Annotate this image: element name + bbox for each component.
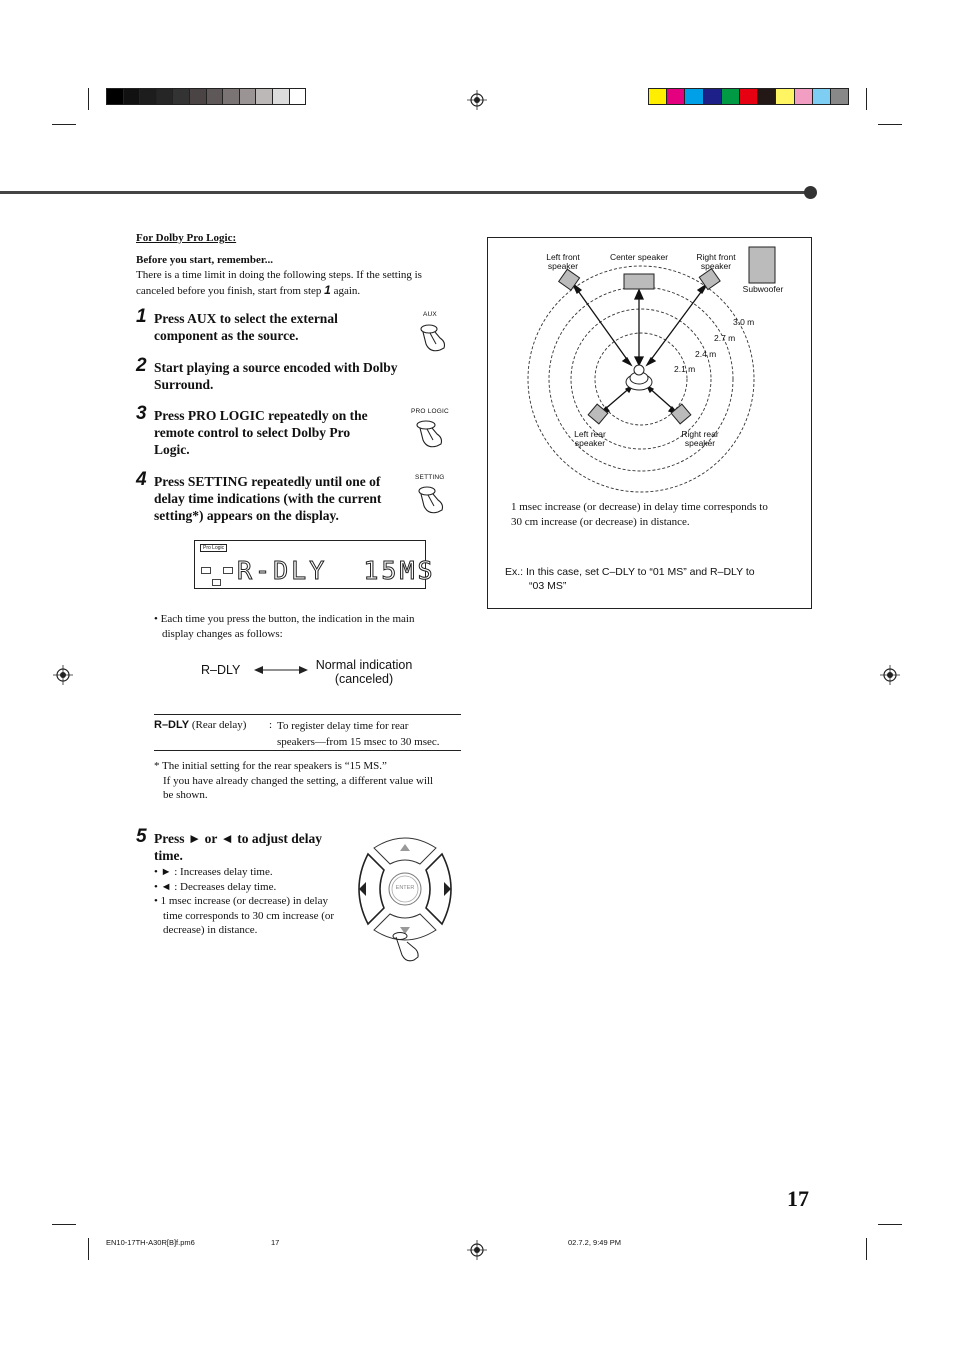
step-2-number: 2 xyxy=(136,355,147,376)
finger-press-icon xyxy=(414,416,448,450)
registration-mark-top xyxy=(467,90,487,110)
table-colon: : xyxy=(269,719,273,731)
display-indicator xyxy=(223,567,233,574)
color-swatch xyxy=(794,88,813,105)
up-arrow-icon xyxy=(400,844,410,851)
distance-label-2.7m: 2.7 m xyxy=(714,333,736,343)
table-term: R–DLY (Rear delay) xyxy=(154,719,247,731)
color-swatch xyxy=(648,88,667,105)
registration-mark-right xyxy=(880,665,900,685)
crop-mark xyxy=(878,1224,902,1225)
color-swatch xyxy=(703,88,722,105)
remember-title: Before you start, remember... xyxy=(136,254,273,266)
gray-swatch xyxy=(156,88,174,105)
step-4-text: Press SETTING repeatedly until one of delay time indications (with the current setting*) appears on the display. xyxy=(154,474,382,523)
gray-swatch xyxy=(239,88,257,105)
pro-logic-badge: Pro Logic xyxy=(200,544,227,552)
center-speaker-label: Center speaker xyxy=(609,252,669,262)
gray-swatch xyxy=(289,88,307,105)
each-time-note: • Each time you press the button, the indication in the main display changes as follows: xyxy=(154,613,415,640)
crop-mark xyxy=(866,88,867,110)
color-swatch xyxy=(830,88,849,105)
step-3-text: Press PRO LOGIC repeatedly on the remote control to select Dolby Pro Logic. xyxy=(154,408,368,457)
color-swatch xyxy=(721,88,740,105)
section-heading: For Dolby Pro Logic: xyxy=(136,232,237,244)
right-rear-speaker-icon xyxy=(671,404,691,424)
speaker-layout-diagram xyxy=(487,237,812,497)
finger-press-icon xyxy=(396,937,418,961)
crop-mark xyxy=(88,1238,89,1260)
front-display xyxy=(194,540,436,589)
gray-swatch xyxy=(222,88,240,105)
table-description: To register delay time for rear speakers—from 15 msec to 30 msec. xyxy=(277,720,440,748)
distance-label-2.4m: 2.4 m xyxy=(695,349,717,359)
registration-mark-left xyxy=(53,665,73,685)
step-2-text: Start playing a source encoded with Dolby Surround. xyxy=(154,360,398,392)
cycle-normal: Normal indication (canceled) xyxy=(315,658,413,686)
cycle-rdly: R–DLY xyxy=(201,663,241,677)
left-arrow-icon xyxy=(359,882,366,896)
table-top-rule xyxy=(154,714,461,715)
display-text: R-DLY 15MS xyxy=(237,556,436,585)
gray-swatch xyxy=(139,88,157,105)
step-1-number: 1 xyxy=(136,306,147,327)
step-ref: 1 xyxy=(324,282,331,297)
step-1-text: Press AUX to select the external component as the source. xyxy=(154,311,338,343)
gray-swatch xyxy=(255,88,273,105)
registration-mark-bottom xyxy=(467,1240,487,1260)
delay-distance-note: 1 msec increase (or decrease) in delay time corresponds to 30 cm increase (or decrease) in distance. xyxy=(511,501,768,528)
left-rear-speaker-icon xyxy=(588,404,608,424)
subwoofer-label: Subwoofer xyxy=(742,284,784,294)
step-4-number: 4 xyxy=(136,469,147,490)
footnote: * The initial setting for the rear speakers is “15 MS.” If you have already changed the setting, a different value will be shown. xyxy=(154,760,434,801)
step-5-number: 5 xyxy=(136,826,147,847)
color-swatch xyxy=(666,88,685,105)
step-3-number: 3 xyxy=(136,403,147,424)
remote-direction-pad xyxy=(350,834,462,964)
gray-swatch xyxy=(206,88,224,105)
color-swatch xyxy=(775,88,794,105)
finger-press-icon xyxy=(416,482,448,516)
color-swatch xyxy=(812,88,831,105)
left-front-speaker-label: Left front speaker xyxy=(546,252,580,271)
listener-icon xyxy=(626,365,652,390)
header-rule-dot xyxy=(804,186,817,199)
gray-swatch xyxy=(172,88,190,105)
finger-press-icon xyxy=(418,320,450,354)
color-swatch xyxy=(739,88,758,105)
aux-button-label: AUX xyxy=(423,311,437,318)
pro-logic-button-label: PRO LOGIC xyxy=(411,408,449,415)
right-arrow-icon xyxy=(444,882,451,896)
subwoofer-icon xyxy=(749,247,775,283)
crop-mark xyxy=(52,124,76,125)
color-swatch xyxy=(757,88,776,105)
display-indicator xyxy=(212,579,221,586)
step-5-bullets: • ► : Increases delay time. • ◄ : Decreases delay time. • 1 msec increase (or decrease) in delay time corresponds to 30 cm increase (or decrease) in distance. xyxy=(154,866,335,936)
gray-swatch xyxy=(189,88,207,105)
step-5-text: Press ► or ◄ to adjust delay time. xyxy=(154,831,322,863)
display-indicator xyxy=(201,567,211,574)
crop-mark xyxy=(52,1224,76,1225)
gray-swatch xyxy=(123,88,141,105)
gray-swatch xyxy=(272,88,290,105)
remember-text: There is a time limit in doing the following steps. If the setting is canceled before you finish, start from step 1 again. xyxy=(136,269,422,297)
table-bottom-rule xyxy=(154,750,461,751)
setting-button-label: SETTING xyxy=(415,474,445,481)
footer-date: 02.7.2, 9:49 PM xyxy=(568,1238,621,1247)
gray-swatch xyxy=(106,88,124,105)
double-arrow-icon xyxy=(254,664,308,676)
footer-file: EN10-17TH-A30R[B]f.pm6 xyxy=(106,1238,195,1247)
crop-mark xyxy=(88,88,89,110)
right-rear-speaker-label: Right rear speaker xyxy=(681,429,719,448)
distance-label-3.0m: 3.0 m xyxy=(733,317,755,327)
footer-page: 17 xyxy=(271,1238,280,1247)
color-swatch xyxy=(684,88,703,105)
example-note: Ex.: In this case, set C–DLY to “01 MS” and R–DLY to “03 MS” xyxy=(505,566,755,592)
page-number: 17 xyxy=(787,1186,809,1211)
enter-label: ENTER xyxy=(395,885,415,891)
right-front-speaker-label: Right front speaker xyxy=(696,252,736,271)
header-rule xyxy=(0,191,808,194)
crop-mark xyxy=(878,124,902,125)
center-speaker-icon xyxy=(624,274,654,289)
distance-label-2.1m: 2.1 m xyxy=(674,364,696,374)
left-rear-speaker-label: Left rear speaker xyxy=(574,429,606,448)
crop-mark xyxy=(866,1238,867,1260)
